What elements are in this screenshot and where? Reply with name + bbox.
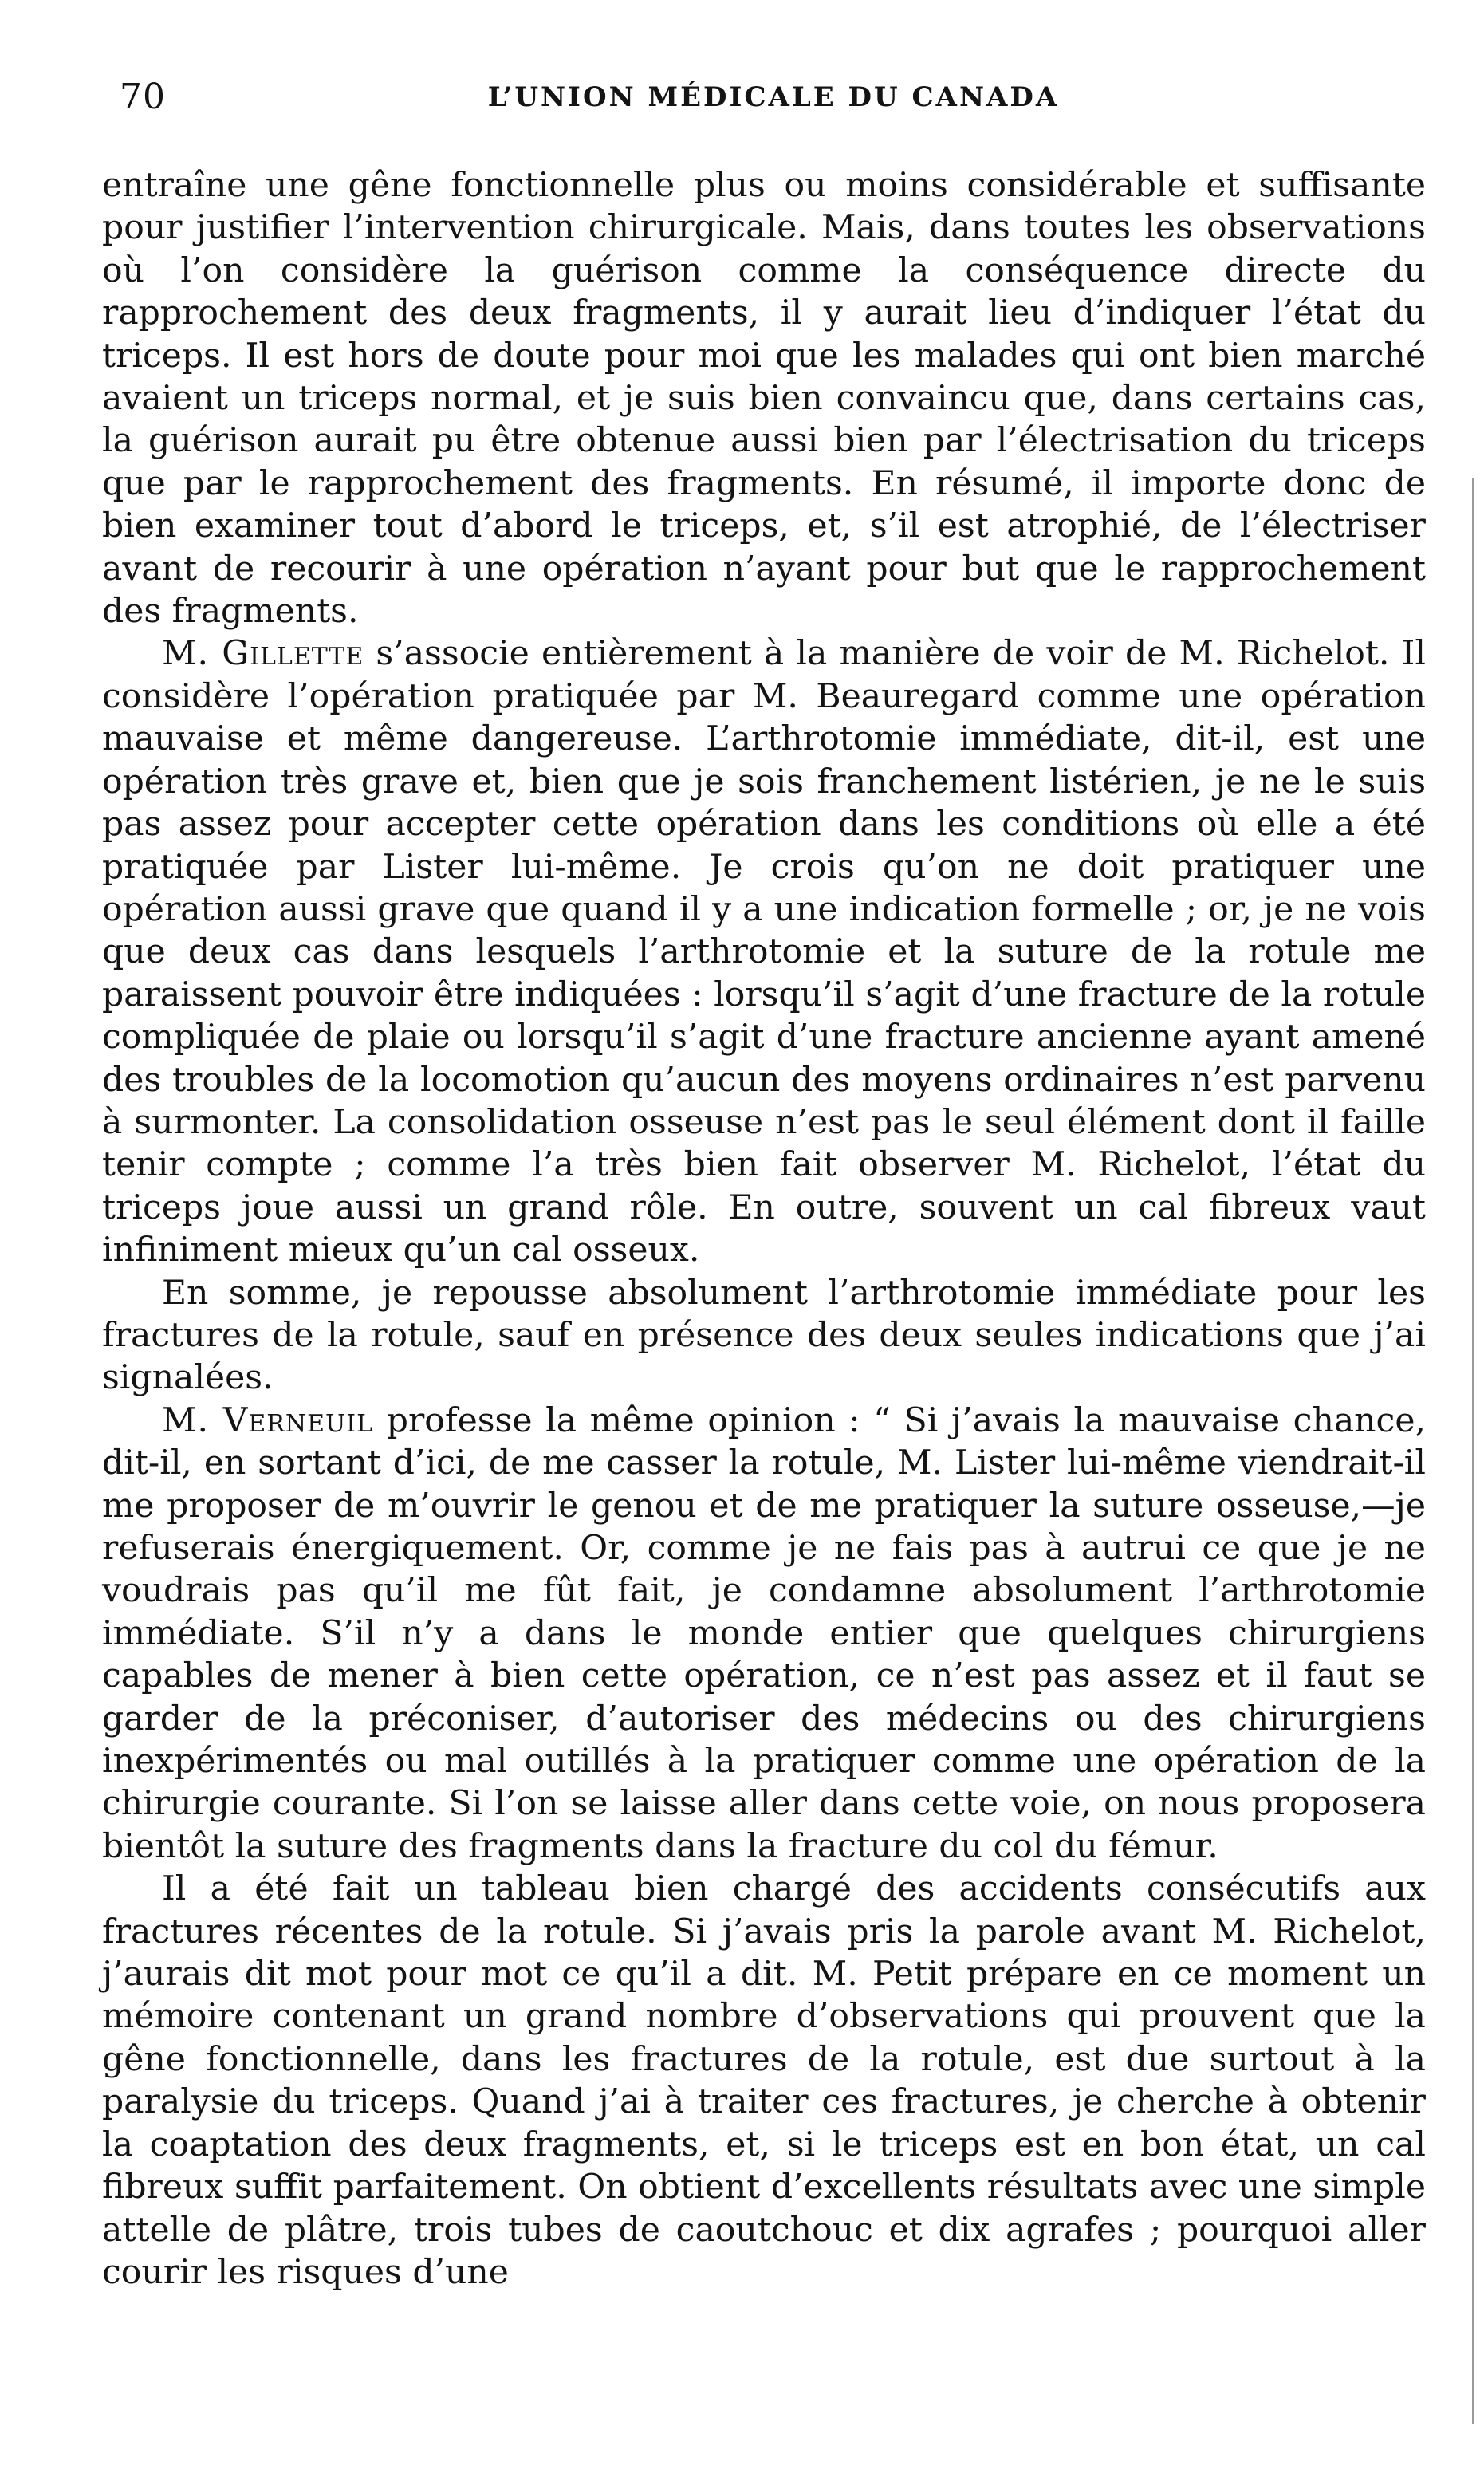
paragraph-text: entraîne une gêne fonctionnelle plus ou moins considérable et suffisante pour justifier l’intervention chirurgicale. Mais, dans toutes les observations où l’on considère la guérison comme la conséquence directe du rapprochement des deux fragments, il y aurait lieu d’indiquer l’état du triceps. Il est hors de doute pour moi que les malades qui ont bien marché avaient un triceps normal, et je suis bien convaincu que, dans certains cas, la guérison aurait pu être obtenue aussi bien par l’électrisation du triceps que par le rapprochement des fragments. En résumé, il importe donc de bien examiner tout d’abord le triceps, et, s’il est atrophié, de l’électriser avant de recourir à une opération n’ayant pour but que le rapprochement des fragments. [102, 166, 1426, 632]
paragraph-text: En somme, je repousse absolument l’arthrotomie immédiate pour les fractures de la rotule, sauf en présence des deux seules indications que j’ai signalées. [102, 1273, 1426, 1398]
speaker-name: M. Gillette [162, 634, 364, 674]
paragraph-verneuil [102, 1400, 1426, 1868]
article-body [102, 164, 1426, 2294]
paragraph-text: Il a été fait un tableau bien chargé des accidents consécutifs aux fractures récentes de la rotule. Si j’avais pris la parole avant M. Richelot, j’aurais dit mot pour mot ce qu’il a dit. M. Petit prépare en ce moment un mémoire contenant un grand nombre d’observations qui prouvent que la gêne fonctionnelle, dans les fractures de la rotule, est due surtout à la paralysie du triceps. Quand j’ai à traiter ces fractures, je cherche à obtenir la coaptation des deux fragments, et, si le triceps est en bon état, un cal fibreux suffit parfaitement. On obtient d’excellents résultats avec une simple attelle de plâtre, trois tubes de caoutchouc et dix agrafes ; pourquoi aller courir les risques d’une [102, 1869, 1426, 2292]
paragraph-text: s’associe entièrement à la manière de voir de M. Richelot. Il considère l’opération pratiquée par M. Beauregard comme une opération mauvaise et même dangereuse. L’arthrotomie immédiate, dit-il, est une opération très grave et, bien que je sois franchement listérien, je ne le suis pas assez pour accepter cette opération dans les conditions où elle a été pratiquée par Lister lui-même. Je crois qu’on ne doit pratiquer une opération aussi grave que quand il y a une indication formelle ; or, je ne vois que deux cas dans lesquels l’arthrotomie et la suture de la rotule me paraissent pouvoir être indiquées : lorsqu’il s’agit d’une fracture de la rotule compliquée de plaie ou lorsqu’il s’agit d’une fracture ancienne ayant amené des troubles de la locomotion qu’aucun des moyens ordinaires n’est parvenu à surmonter. La consolidation osseuse n’est pas le seul élément dont il faille tenir compte ; comme l’a très bien fait observer M. Richelot, l’état du triceps joue aussi un grand rôle. En outre, souvent un cal fibreux vaut infiniment mieux qu’un cal osseux. [102, 634, 1426, 1270]
running-head [120, 73, 1427, 121]
paragraph-text: professe la même opinion : “ Si j’avais la mauvaise chance, dit-il, en sortant d’ici, de me casser la rotule, M. Lister lui-même viendrait-il me proposer de m’ouvrir le genou et de me pratiquer la suture osseuse,—je refuserais énergiquement. Or, comme je ne fais pas à autrui ce que je ne voudrais pas qu’il me fût fait, je condamne absolument l’arthrotomie immédiate. S’il n’y a dans le monde entier que quelques chirurgiens capables de mener à bien cette opération, ce n’est pas assez et il faut se garder de la préconiser, d’autoriser des médecins ou des chirurgiens inexpérimentés ou mal outillés à la pratiquer comme une opération de la chirurgie courante. Si l’on se laisse aller dans cette voie, on nous proposera bientôt la suture des fragments dans la fracture du col du fémur. [102, 1400, 1426, 1866]
page-number: 70 [120, 77, 166, 117]
paragraph-tableau [102, 1868, 1426, 2294]
speaker-name: M. Verneuil [162, 1400, 374, 1440]
paragraph-en-somme [102, 1272, 1426, 1400]
page-edge-line [1472, 478, 1474, 2424]
journal-title: L’UNION MÉDICALE DU CANADA [487, 81, 1060, 113]
paragraph-gillette [102, 632, 1426, 1271]
paragraph-continuation [102, 164, 1426, 632]
